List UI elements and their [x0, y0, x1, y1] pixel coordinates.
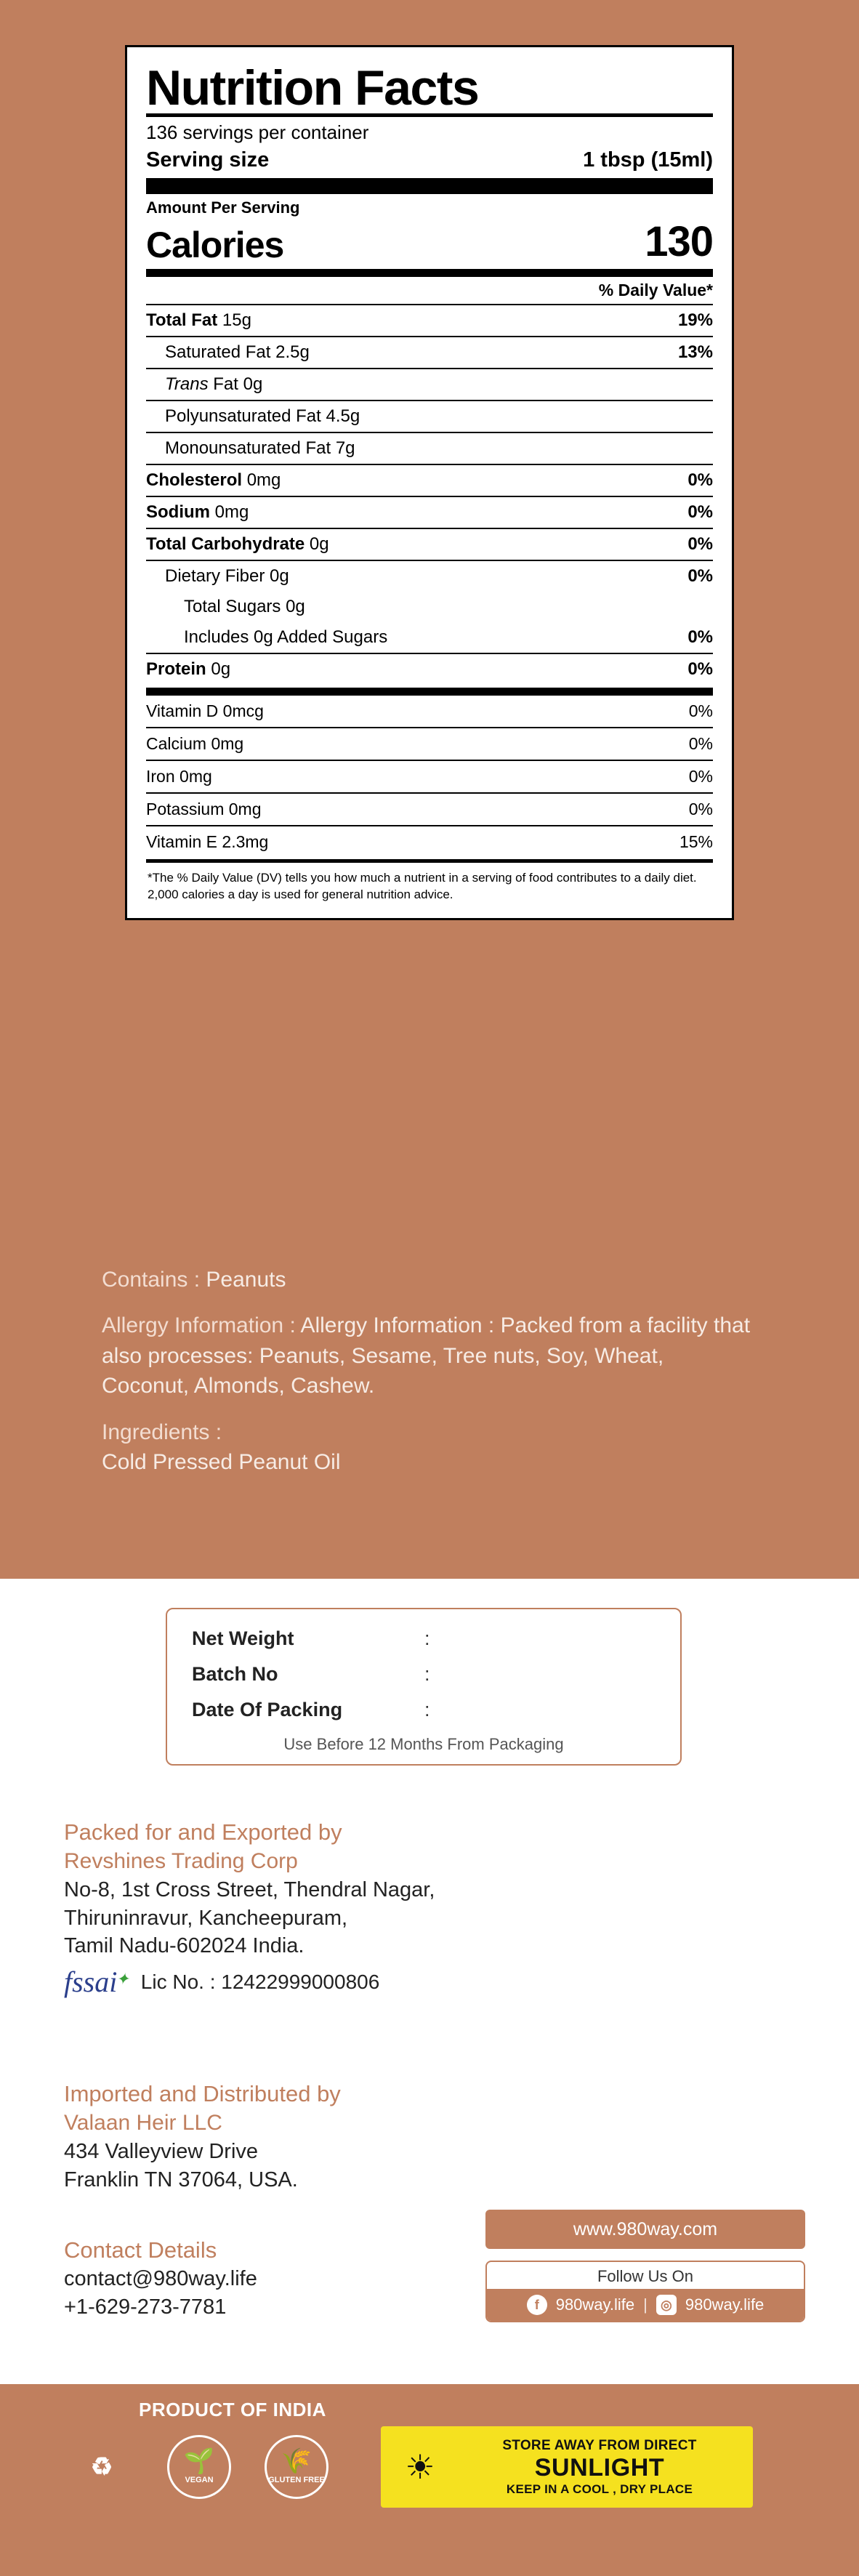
gluten-free-badge [265, 2435, 328, 2499]
serving-size-value: 1 tbsp (15ml) [583, 148, 713, 172]
vitamin-dv: 0% [688, 734, 713, 754]
nutrient-amount: 15g [222, 310, 251, 331]
vitamin-row [146, 696, 713, 727]
net-weight-box [166, 1608, 682, 1766]
nutrient-amount: 7g [335, 438, 355, 459]
contact-heading: Contact Details [64, 2237, 217, 2263]
nutrient-amount: 0g [309, 534, 329, 555]
nutrient-label: Trans [165, 374, 209, 395]
leaf-icon: ✦ [116, 1969, 129, 1988]
packed-for-address-line: Tamil Nadu-602024 India. [64, 1934, 305, 1958]
facebook-icon[interactable]: f [527, 2295, 547, 2315]
nutrient-label: Dietary Fiber [165, 566, 265, 587]
allergy-value: Allergy Information : Packed from a facility that also processes: Peanuts, Sesame, Tree nuts, Soy, Wheat, Coconut, Almonds, Cashew. [102, 1313, 751, 1398]
serving-size-label: Serving size [146, 148, 270, 172]
nutrient-row [146, 622, 713, 653]
nutrient-row [146, 496, 713, 528]
nutrient-dv: 0% [687, 659, 713, 680]
website-button[interactable]: www.980way.com [485, 2210, 805, 2249]
nutrient-amount: 0mg [214, 502, 249, 523]
contact-email[interactable]: contact@980way.life [64, 2267, 257, 2291]
nutrient-row [146, 653, 713, 685]
nutrient-row [146, 592, 713, 622]
nutrient-dv: 0% [687, 627, 713, 648]
calories-label: Calories [146, 225, 284, 266]
nutrient-label: Total Carbohydrate [146, 534, 305, 555]
imported-by-company: Valaan Heir LLC [64, 2111, 222, 2136]
nutrient-label: Saturated Fat [165, 342, 271, 363]
use-before-note: Use Before 12 Months From Packaging [283, 1735, 564, 1753]
servings-per-container: 136 servings per container [146, 121, 369, 144]
nutrient-label: Monounsaturated Fat [165, 438, 331, 459]
imported-by-address-line: Franklin TN 37064, USA. [64, 2168, 298, 2191]
vitamin-label: Potassium 0mg [146, 800, 262, 819]
packed-for-heading: Packed for and Exported by [64, 1819, 342, 1845]
nutrient-row [146, 432, 713, 464]
imported-by-heading: Imported and Distributed by [64, 2081, 341, 2106]
nutrient-label: Includes 0g Added Sugars [184, 627, 388, 648]
allergy-line [102, 1311, 756, 1401]
net-weight-row [192, 1621, 656, 1657]
nutrient-amount: 2.5g [275, 342, 310, 363]
nutrient-row [146, 464, 713, 496]
contains-label: Contains : [102, 1268, 201, 1292]
contains-line [102, 1265, 756, 1295]
vitamin-row [146, 825, 713, 858]
packed-for-company: Revshines Trading Corp [64, 1849, 298, 1874]
recycle-glyph: ♻ [90, 2453, 113, 2481]
facebook-handle[interactable]: 980way.life [555, 2295, 635, 2314]
colon: : [424, 1627, 430, 1649]
batch-no-row [192, 1657, 656, 1692]
vitamin-row [146, 792, 713, 825]
social-box [485, 2261, 805, 2322]
vitamin-list [146, 696, 713, 858]
vitamin-label: Vitamin D 0mcg [146, 701, 264, 721]
nutrient-label: Polyunsaturated Fat [165, 406, 321, 427]
date-of-packing-label: Date Of Packing [192, 1699, 343, 1720]
nutrient-dv: 0% [687, 470, 713, 491]
vitamin-dv: 0% [688, 767, 713, 786]
allergy-label: Allergy Information : [102, 1313, 296, 1338]
vitamin-label: Vitamin E 2.3mg [146, 832, 269, 852]
nutrient-dv: 13% [677, 342, 713, 363]
instagram-handle[interactable]: 980way.life [685, 2295, 765, 2314]
date-of-packing-row [192, 1692, 656, 1728]
calories-value: 130 [645, 218, 713, 266]
divider-black [146, 688, 713, 696]
instagram-icon[interactable]: ◎ [656, 2295, 677, 2315]
imported-by-address-line: 434 Valleyview Drive [64, 2140, 259, 2164]
nutrient-row [146, 336, 713, 368]
daily-value-footnote: *The % Daily Value (DV) tells you how much a nutrient in a serving of food contributes to a daily diet. 2,000 calories a day is used for general nutrition advice. [148, 871, 697, 901]
divider: | [643, 2295, 648, 2314]
allergen-info-block [102, 1265, 756, 1493]
daily-value-header: % Daily Value* [598, 281, 713, 300]
vitamin-row [146, 727, 713, 760]
batch-no-label: Batch No [192, 1663, 278, 1685]
fssai-license: Lic No. : 12422999000806 [140, 1971, 380, 1994]
divider-black [146, 269, 713, 277]
imported-by-block [64, 2079, 631, 2194]
nutrient-dv: 0% [687, 534, 713, 555]
nutrition-facts-title: Nutrition Facts [146, 60, 479, 116]
nutrient-amount: 4.5g [326, 406, 360, 427]
nutrient-row [146, 560, 713, 592]
storage-line-1: STORE AWAY FROM DIRECT [502, 2437, 697, 2453]
nutrient-row [146, 304, 713, 336]
vitamin-dv: 0% [688, 800, 713, 819]
nutrient-dv: 19% [677, 310, 713, 331]
nutrient-label: Protein [146, 659, 206, 680]
contact-phone[interactable]: +1-629-273-7781 [64, 2295, 227, 2319]
ingredients-line [102, 1417, 756, 1478]
nutrient-amount: 0g [270, 566, 289, 587]
product-of-india-label: PRODUCT OF INDIA [139, 2399, 326, 2420]
calories-row [146, 217, 713, 269]
nutrient-label: Total Sugars [184, 597, 281, 617]
nutrition-facts-panel [125, 45, 734, 920]
fssai-logo-icon [64, 1965, 131, 1998]
nutrient-label: Total Fat [146, 310, 218, 331]
storage-line-3: KEEP IN A COOL , DRY PLACE [506, 2482, 693, 2496]
nutrient-label: Sodium [146, 502, 210, 523]
contains-value: Peanuts [206, 1268, 286, 1292]
vegan-badge [167, 2435, 231, 2499]
vitamin-dv: 15% [679, 832, 713, 852]
vitamin-label: Calcium 0mg [146, 734, 244, 754]
packed-for-address-line: Thiruninravur, Kancheepuram, [64, 1906, 348, 1930]
nutrient-amount: Fat 0g [213, 374, 263, 395]
vegan-caption: VEGAN [185, 2476, 214, 2485]
social-links-row [487, 2289, 804, 2321]
nutrient-dv: 0% [687, 502, 713, 523]
ingredients-value: Cold Pressed Peanut Oil [102, 1449, 341, 1474]
no-sunlight-icon: ☀ [405, 2448, 435, 2486]
vitamin-row [146, 760, 713, 792]
colon: : [424, 1699, 430, 1720]
fssai-logo-text: fssai [64, 1965, 118, 1998]
nutrient-row [146, 400, 713, 432]
wheat-icon: 🌾 [281, 2447, 312, 2476]
nutrient-row [146, 528, 713, 560]
nutrient-dv: 0% [687, 566, 713, 587]
nutrient-amount: 0mg [246, 470, 281, 491]
packed-for-block [64, 1817, 631, 1997]
serving-size-row [146, 147, 713, 178]
storage-instruction-box [381, 2426, 753, 2508]
fssai-row [64, 1965, 631, 1998]
packed-for-address-line: No-8, 1st Cross Street, Thendral Nagar, [64, 1878, 435, 1902]
nutrient-row [146, 368, 713, 400]
amount-per-serving: Amount Per Serving [146, 198, 300, 217]
vegan-leaf-icon: 🌱 [183, 2447, 215, 2476]
vitamin-dv: 0% [688, 701, 713, 721]
gluten-free-caption: GLUTEN FREE [268, 2476, 325, 2485]
vitamin-label: Iron 0mg [146, 767, 212, 786]
ingredients-label: Ingredients : [102, 1420, 222, 1444]
divider-thick [146, 178, 713, 194]
storage-text [458, 2438, 741, 2497]
nutrient-amount: 0g [211, 659, 231, 680]
nutrient-label: Cholesterol [146, 470, 243, 491]
certification-badges [70, 2435, 328, 2499]
net-weight-label: Net Weight [192, 1627, 294, 1649]
storage-line-2: SUNLIGHT [534, 2453, 665, 2482]
follow-us-label: Follow Us On [597, 2267, 694, 2285]
recycle-icon [70, 2435, 134, 2499]
colon: : [424, 1663, 430, 1685]
nutrient-amount: 0g [286, 597, 305, 617]
